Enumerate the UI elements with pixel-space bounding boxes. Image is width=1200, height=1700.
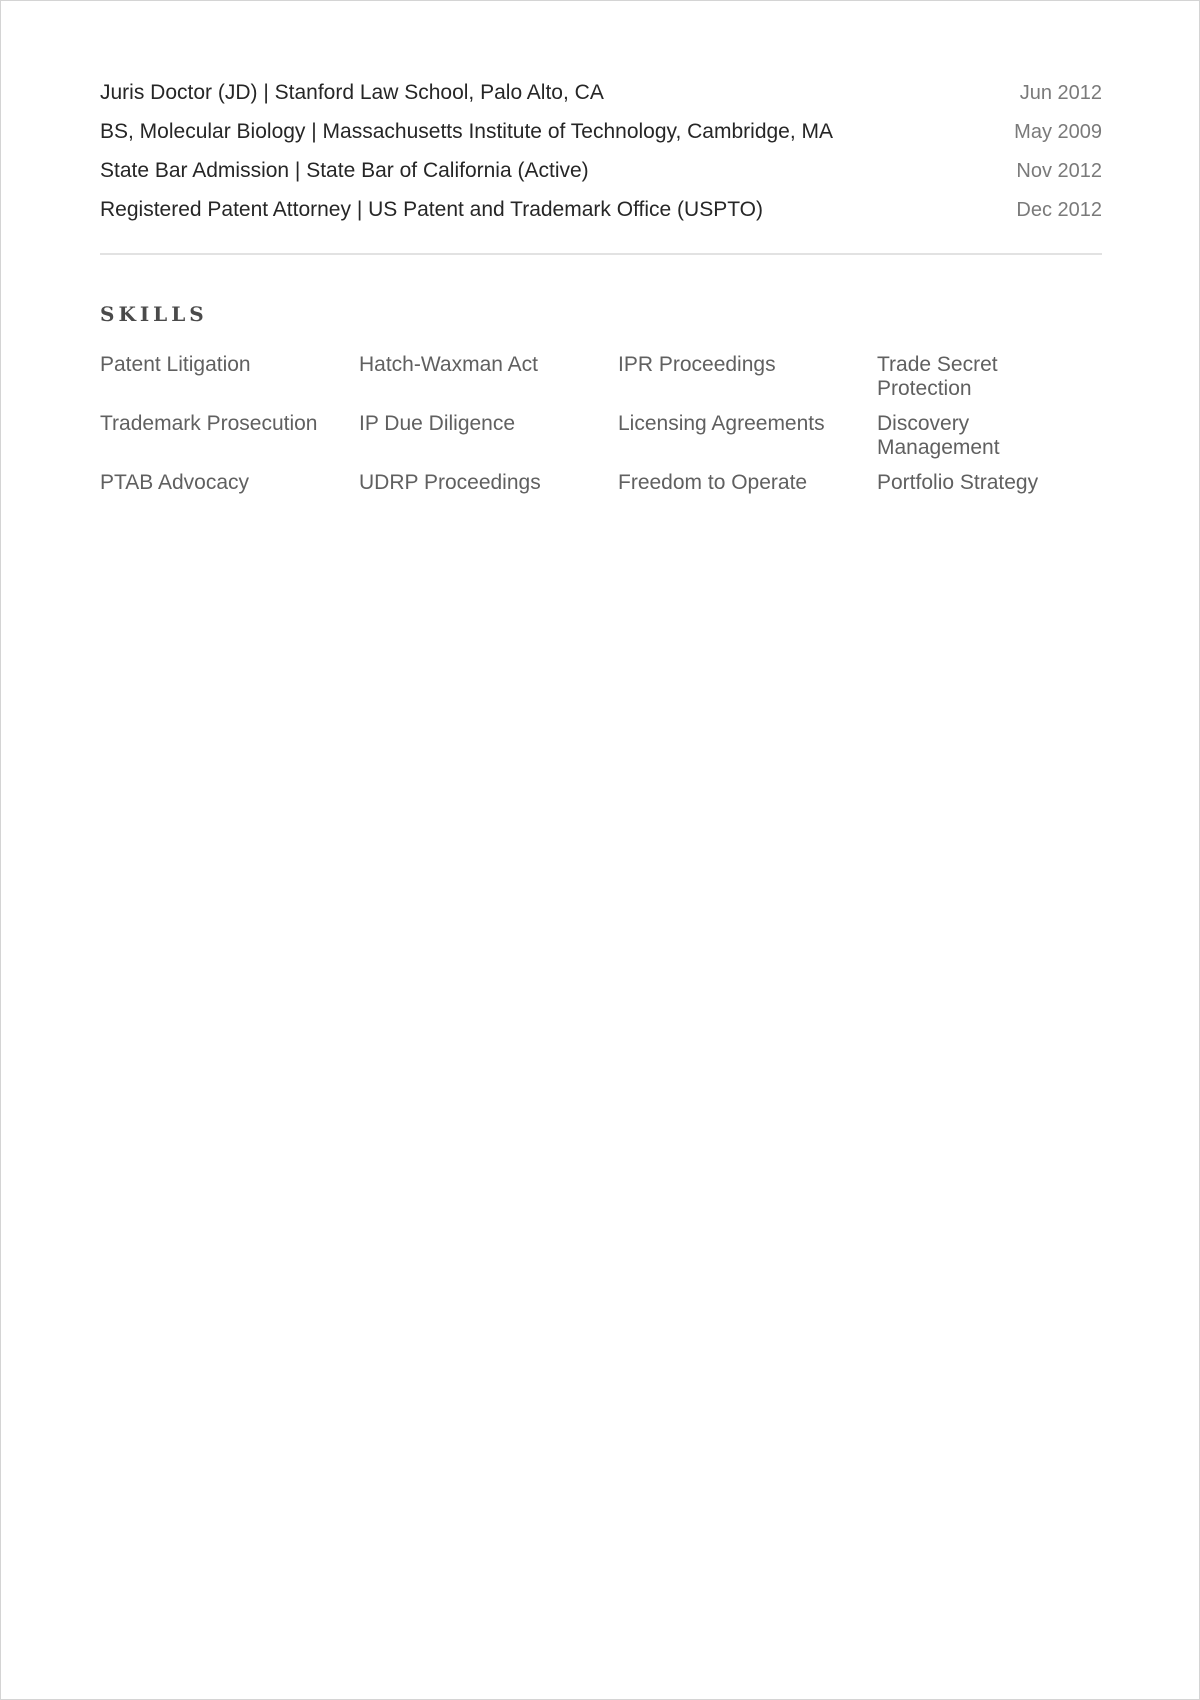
section-divider <box>100 253 1102 255</box>
skill-item: Licensing Agreements <box>618 412 825 435</box>
education-row <box>100 112 1102 151</box>
education-row <box>100 151 1102 190</box>
education-row <box>100 73 1102 112</box>
skill-item: Hatch-Waxman Act <box>359 353 538 376</box>
resume-content <box>100 73 1102 495</box>
education-title: BS, Molecular Biology | Massachusetts Institute of Technology, Cambridge, MA <box>100 120 834 143</box>
education-date: May 2009 <box>1014 121 1102 143</box>
skills-grid <box>100 353 1102 495</box>
skill-item: Discovery Management <box>877 412 1000 459</box>
education-date: Nov 2012 <box>1016 160 1102 182</box>
education-date: Jun 2012 <box>1019 82 1102 104</box>
skill-item: Trade Secret Protection <box>877 353 998 400</box>
skill-item: PTAB Advocacy <box>100 471 250 494</box>
skill-item: IP Due Diligence <box>359 412 516 435</box>
education-title: Registered Patent Attorney | US Patent and Trademark Office (USPTO) <box>100 198 763 221</box>
skill-item: IPR Proceedings <box>618 353 776 376</box>
education-title: State Bar Admission | State Bar of California (Active) <box>100 159 589 182</box>
skill-item: Portfolio Strategy <box>877 471 1039 494</box>
education-list <box>100 73 1102 229</box>
education-date: Dec 2012 <box>1016 199 1102 221</box>
skill-item: Freedom to Operate <box>618 471 808 494</box>
education-row <box>100 190 1102 229</box>
skill-item: Patent Litigation <box>100 353 251 376</box>
education-title: Juris Doctor (JD) | Stanford Law School, Palo Alto, CA <box>100 81 604 104</box>
skill-item: UDRP Proceedings <box>359 471 541 494</box>
skill-item: Trademark Prosecution <box>100 412 318 435</box>
skills-heading: SKILLS <box>100 302 208 326</box>
